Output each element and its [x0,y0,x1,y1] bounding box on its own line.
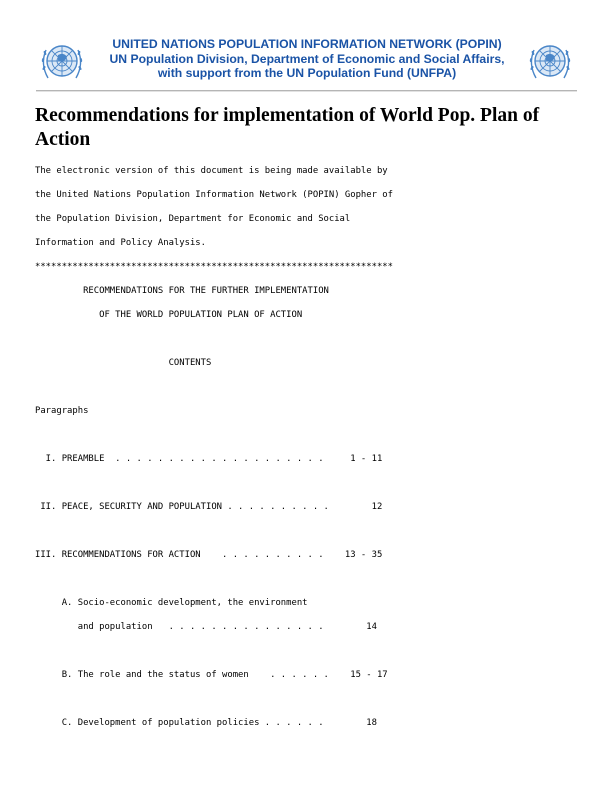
text-line: C. Development of population policies . . . . . . 18 [35,718,377,728]
text-line: ******************************************************************* [35,262,393,272]
blank-line [35,643,580,667]
text-line: Paragraphs [35,406,89,416]
document-body [35,163,580,739]
header-line-3: with support from the UN Population Fund (UNFPA) [157,66,457,80]
text-line: II. PEACE, SECURITY AND POPULATION . . . . . . . . . . 12 [35,502,383,512]
text-line: OF THE WORLD POPULATION PLAN OF ACTION [35,310,303,320]
blank-line [35,523,580,547]
blank-line [35,571,580,595]
blank-line [35,379,580,403]
text-line: the United Nations Population Information Network (POPIN) Gopher of [35,190,393,200]
text-line: B. The role and the status of women . . . . . . 15 - 17 [35,670,388,680]
header-line-1: UNITED NATIONS POPULATION INFORMATION NETWORK (POPIN) [112,37,502,51]
text-line: CONTENTS [35,358,212,368]
text-line: A. Socio-economic development, the environment [35,598,308,608]
text-line: the Population Division, Department for Economic and Social [35,214,351,224]
header-line-2: UN Population Division, Department of Economic and Social Affairs, [109,51,505,66]
blank-line [35,691,580,715]
document-title: Recommendations for implementation of World Pop. Plan of Action [35,105,540,150]
blank-line [35,331,580,355]
blank-line [35,475,580,499]
popin-header [36,36,576,88]
text-line: and population . . . . . . . . . . . . . . . 14 [35,622,377,632]
blank-line [35,427,580,451]
un-emblem-icon [38,38,86,86]
text-line: Information and Policy Analysis. [35,238,206,248]
header-text [92,37,522,81]
header-divider [36,90,577,92]
text-line: RECOMMENDATIONS FOR THE FURTHER IMPLEMENTATION [35,286,329,296]
text-line: The electronic version of this document is being made available by [35,166,388,176]
text-line: I. PREAMBLE . . . . . . . . . . . . . . . . . . . . 1 - 11 [35,454,383,464]
text-line: III. RECOMMENDATIONS FOR ACTION . . . . . . . . . . 13 - 35 [35,550,383,560]
un-emblem-icon [526,38,574,86]
